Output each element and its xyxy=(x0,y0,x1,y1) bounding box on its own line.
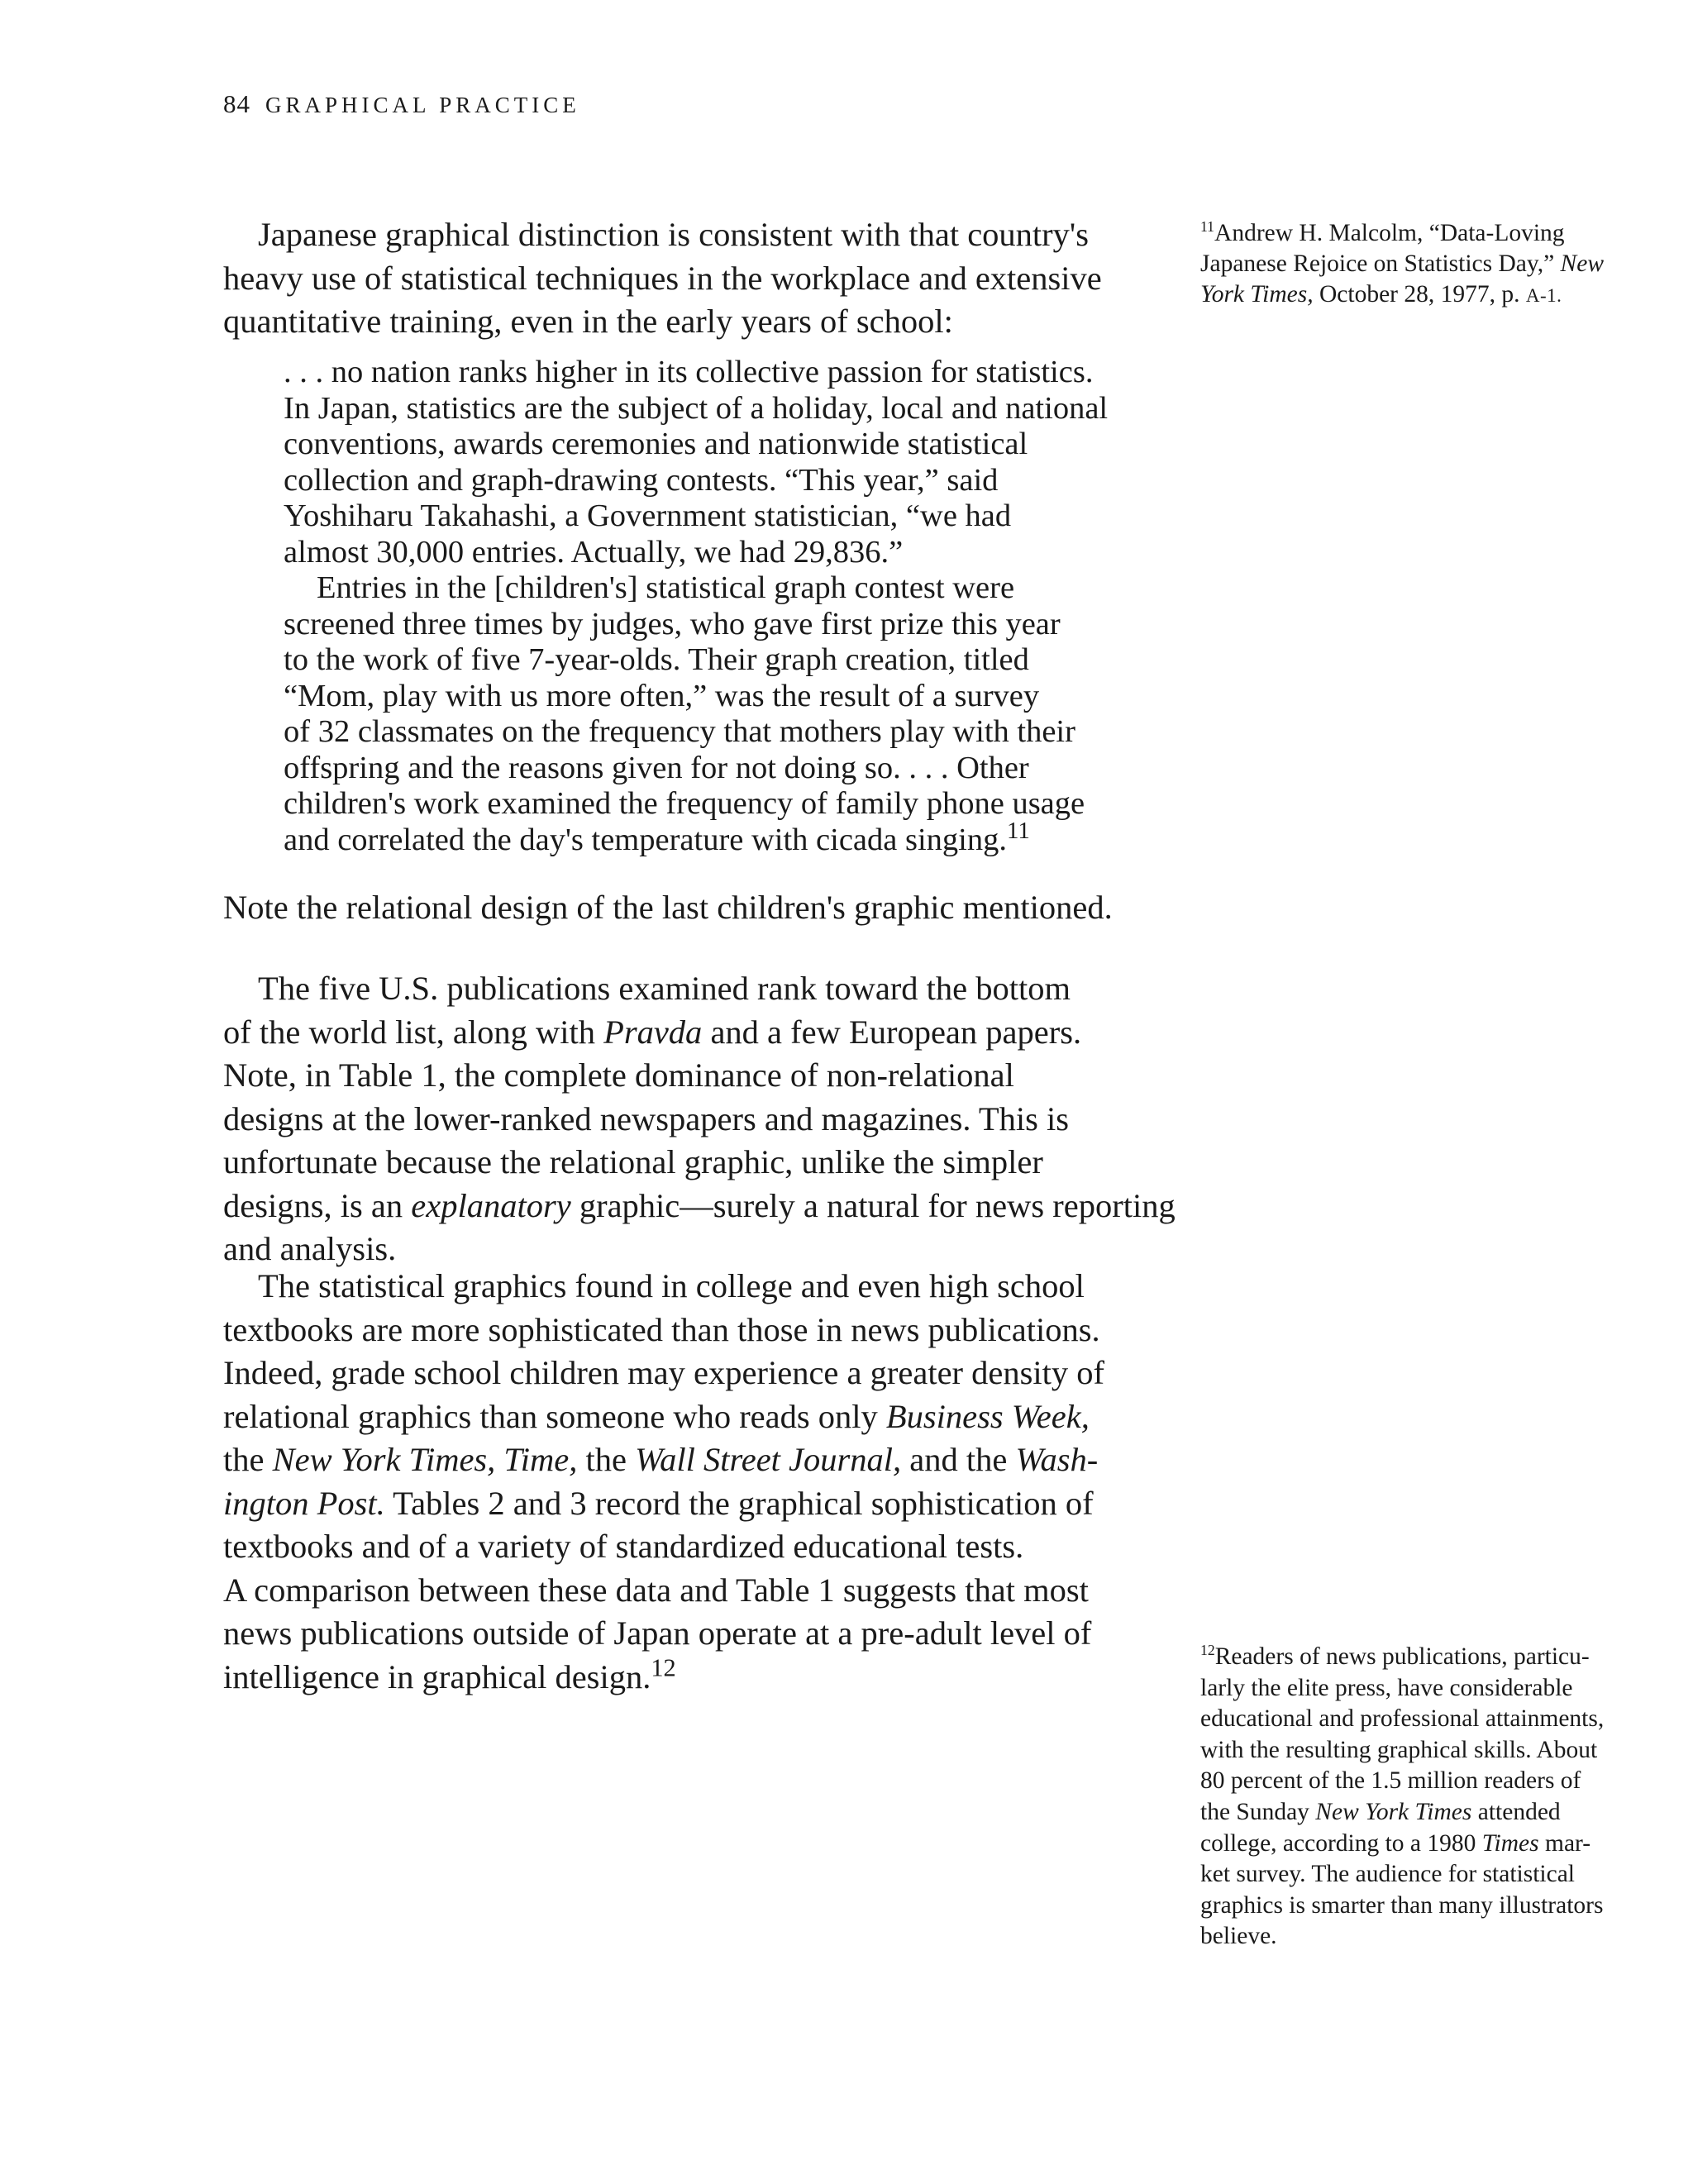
text-line: Note, in Table 1, the complete dominance of non-relational xyxy=(223,1056,1014,1094)
text-line: and analysis. xyxy=(223,1230,397,1267)
text-run: Andrew H. Malcolm, “Data-Loving xyxy=(1214,220,1565,246)
text-run: intelligence in graphical design. xyxy=(223,1657,651,1695)
text-line: The statistical graphics found in college and even high school xyxy=(258,1267,1085,1304)
quote-line: collection and graph-drawing contests. “This year,” said xyxy=(284,462,999,498)
footnote-line: 80 percent of the 1.5 million readers of xyxy=(1200,1767,1581,1795)
footnote-12 xyxy=(1200,1642,1638,1953)
quote-text: and correlated the day's temperature with cicada singing. xyxy=(284,822,1007,857)
footnote-line: believe. xyxy=(1200,1923,1277,1950)
publication-title: Business Week, xyxy=(885,1397,1090,1435)
text-run: October 28, 1977, p. xyxy=(1313,281,1526,308)
footnote-line xyxy=(1200,1829,1638,1860)
text-line xyxy=(223,1653,1133,1700)
text-line: The five U.S. publications examined rank toward the bottom xyxy=(258,970,1071,1007)
quote-line xyxy=(284,817,1139,859)
text-run: attended xyxy=(1471,1798,1561,1825)
text-line xyxy=(223,1438,1133,1482)
text-run: the xyxy=(577,1441,636,1478)
text-line xyxy=(223,1185,1176,1228)
section-title: GRAPHICAL PRACTICE xyxy=(265,93,580,117)
footnote-line xyxy=(1200,279,1638,311)
paragraph-us-publications xyxy=(223,967,1176,1271)
quote-line: to the work of five 7-year-olds. Their graph creation, titled xyxy=(284,642,1029,677)
quote-line: “Mom, play with us more often,” was the result of a survey xyxy=(284,678,1040,713)
footnote-number: 11 xyxy=(1200,218,1215,236)
text-run: designs, is an xyxy=(223,1186,412,1224)
publication-title: Wash- xyxy=(1015,1441,1099,1478)
publication-title: ington Post. xyxy=(223,1484,385,1522)
text-run: Japanese Rejoice on Statistics Day,” xyxy=(1200,250,1561,277)
publication-title: New York Times, Time, xyxy=(272,1441,578,1478)
text-line: designs at the lower-ranked newspapers and magazines. This is xyxy=(223,1099,1070,1137)
pravda-title: Pravda xyxy=(603,1013,703,1051)
footnote-line: ket survey. The audience for statistical xyxy=(1200,1861,1575,1888)
text-line: quantitative training, even in the early years of school: xyxy=(223,303,953,340)
footnote-ref-11: 11 xyxy=(1006,817,1030,844)
text-line: unfortunate because the relational graphic, unlike the simpler xyxy=(223,1143,1043,1180)
quote-line: In Japan, statistics are the subject of a holiday, local and national xyxy=(284,390,1109,426)
text-line: textbooks are more sophisticated than those in news publications. xyxy=(223,1310,1100,1348)
quote-line: almost 30,000 entries. Actually, we had 29,836.” xyxy=(284,534,904,570)
page-number: 84 xyxy=(223,89,250,118)
publication-title: New York Times xyxy=(1315,1798,1472,1825)
text-run: Tables 2 and 3 record the graphical sophistication of xyxy=(384,1484,1094,1522)
text-run: college, according to a 1980 xyxy=(1200,1829,1482,1857)
publication-title: Times xyxy=(1481,1829,1539,1857)
publication-title: York Times, xyxy=(1200,281,1314,308)
quote-line: conventions, awards ceremonies and nationwide statistical xyxy=(284,427,1028,461)
publication-title: New xyxy=(1560,250,1604,277)
text-line: news publications outside of Japan operate at a pre-adult level of xyxy=(223,1614,1092,1652)
footnote-number: 12 xyxy=(1200,1642,1215,1659)
text-run: mar- xyxy=(1538,1829,1591,1857)
publication-title: Wall Street Journal, xyxy=(635,1441,902,1478)
text-run: graphic—surely a natural for news reporting xyxy=(570,1186,1176,1224)
footnote-line: larly the elite press, have considerable xyxy=(1200,1674,1573,1701)
text-run: of the world list, along with xyxy=(223,1013,604,1051)
text-line: A comparison between these data and Table 1 suggests that most xyxy=(223,1571,1089,1609)
text-line: Indeed, grade school children may experience a greater density of xyxy=(223,1354,1105,1391)
quote-line: children's work examined the frequency of family phone usage xyxy=(284,786,1085,821)
text-line: heavy use of statistical techniques in the workplace and extensive xyxy=(223,259,1102,297)
block-quote xyxy=(284,355,1139,858)
text-line: Note the relational design of the last children's graphic mentioned. xyxy=(223,889,1113,926)
quote-line: screened three times by judges, who gave first prize this year xyxy=(284,606,1061,641)
footnote-line xyxy=(1200,1797,1638,1829)
text-line xyxy=(223,1482,1133,1526)
page-ref: A-1. xyxy=(1525,284,1562,306)
note-paragraph xyxy=(223,886,1133,930)
footnote-line: graphics is smarter than many illustrators xyxy=(1200,1891,1604,1919)
footnote-line: with the resulting graphical skills. About xyxy=(1200,1736,1598,1763)
footnote-line: educational and professional attainments, xyxy=(1200,1705,1605,1733)
text-line xyxy=(223,1011,1133,1055)
text-line: textbooks and of a variety of standardized educational tests. xyxy=(223,1528,1024,1565)
text-run: and the xyxy=(901,1441,1016,1478)
paragraph-textbooks xyxy=(223,1265,1133,1699)
emphasis: explanatory xyxy=(411,1186,571,1224)
quote-line: . . . no nation ranks higher in its collective passion for statistics. xyxy=(284,355,1094,389)
footnote-ref-12: 12 xyxy=(651,1653,676,1681)
text-run: and a few European papers. xyxy=(702,1013,1082,1051)
footnote-line xyxy=(1200,249,1638,279)
text-run: the xyxy=(223,1441,273,1478)
quote-line: Entries in the [children's] statistical graph contest were xyxy=(317,570,1015,605)
running-head xyxy=(223,89,580,119)
footnote-11 xyxy=(1200,218,1638,311)
text-line: Japanese graphical distinction is consistent with that country's xyxy=(258,216,1089,253)
footnote-line xyxy=(1200,1642,1638,1673)
text-line xyxy=(223,1395,1133,1439)
quote-line: Yoshiharu Takahashi, a Government statistician, “we had xyxy=(284,498,1012,533)
quote-line: of 32 classmates on the frequency that mothers play with their xyxy=(284,714,1075,749)
text-run: the Sunday xyxy=(1200,1798,1316,1825)
footnote-line xyxy=(1200,218,1638,249)
text-run: relational graphics than someone who reads only xyxy=(223,1397,886,1435)
intro-paragraph xyxy=(223,213,1133,344)
quote-line: offspring and the reasons given for not doing so. . . . Other xyxy=(284,750,1029,785)
text-run: Readers of news publications, particu- xyxy=(1214,1643,1590,1670)
